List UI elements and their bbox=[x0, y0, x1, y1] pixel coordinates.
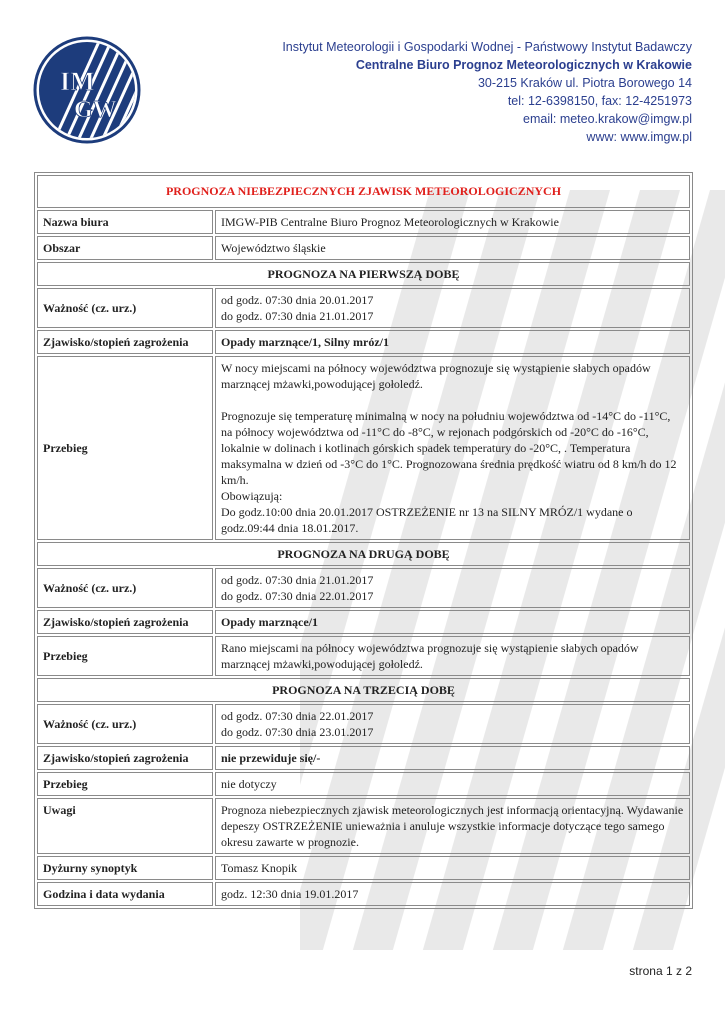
forecast-table bbox=[35, 173, 692, 908]
day1-phenomenon-row bbox=[37, 330, 690, 354]
day3-course-value: nie dotyczy bbox=[215, 772, 690, 796]
issued-label: Godzina i data wydania bbox=[37, 882, 213, 906]
remarks-value: Prognoza niebezpiecznych zjawisk meteorologicznych jest informacją orientacyjną. Wydawanie depeszy OSTRZEŻENIE unieważnia i anuluje wszystkie informacje dotyczące tego samego okresu zawarte w prognozie. bbox=[215, 798, 690, 854]
area-label: Obszar bbox=[37, 236, 213, 260]
office-label: Nazwa biura bbox=[37, 210, 213, 234]
issued-row bbox=[37, 882, 690, 906]
day1-course-value bbox=[215, 356, 690, 540]
day2-phenomenon-label: Zjawisko/stopień zagrożenia bbox=[37, 610, 213, 634]
day2-validity-from: od godz. 07:30 dnia 21.01.2017 bbox=[221, 573, 374, 587]
title-row bbox=[37, 175, 690, 208]
day1-heading: PROGNOZA NA PIERWSZĄ DOBĘ bbox=[37, 262, 690, 286]
day3-heading-row bbox=[37, 678, 690, 702]
day1-course-p1: W nocy miejscami na północy województwa prognozuje się wystąpienie słabych opadów marznącej mżawki,powodującej gołoledź. bbox=[221, 361, 651, 391]
forecaster-value: Tomasz Knopik bbox=[215, 856, 690, 880]
issued-value: godz. 12:30 dnia 19.01.2017 bbox=[215, 882, 690, 906]
day3-phenomenon-value: nie przewiduje się/- bbox=[215, 746, 690, 770]
day3-validity-row bbox=[37, 704, 690, 744]
institute-name: Instytut Meteorologii i Gospodarki Wodnej - Państwowy Instytut Badawczy bbox=[282, 40, 692, 54]
day2-validity-row bbox=[37, 568, 690, 608]
institute-header bbox=[282, 38, 692, 146]
address: 30-215 Kraków ul. Piotra Borowego 14 bbox=[477, 76, 692, 90]
day1-course-p2: Prognozuje się temperaturę minimalną w nocy na południu województwa od -14°C do -11°C, na północy województwa od -11°C do -8°C, w rejonach podgórskich od -20°C do -16°C, lokalnie w dolinach i kotlinach górskich spadek temperatury do -20°C, . Temperatura maksymalna w dzień od -3°C do 1°C. Prognozowana średnia prędkość wiatru od 8 km/h do 12 km/h. bbox=[221, 409, 677, 487]
day2-heading: PROGNOZA NA DRUGĄ DOBĘ bbox=[37, 542, 690, 566]
office-name: Centralne Biuro Prognoz Meteorologicznych w Krakowie bbox=[355, 58, 692, 72]
day3-phenomenon-label: Zjawisko/stopień zagrożenia bbox=[37, 746, 213, 770]
forecast-sheet bbox=[34, 172, 693, 909]
day3-validity-label: Ważność (cz. urz.) bbox=[37, 704, 213, 744]
day1-validity-row bbox=[37, 288, 690, 328]
imgw-logo bbox=[32, 35, 142, 145]
day2-phenomenon-row bbox=[37, 610, 690, 634]
day1-course-p4: Do godz.10:00 dnia 20.01.2017 OSTRZEŻENIE nr 13 na SILNY MRÓZ/1 wydane o godz.09:44 dnia 18.01.2017. bbox=[221, 505, 633, 535]
day2-course-label: Przebieg bbox=[37, 636, 213, 676]
day2-course-value: Rano miejscami na północy województwa prognozuje się wystąpienie słabych opadów marznącej mżawki,powodującej gołoledź. bbox=[215, 636, 690, 676]
website: www: www.imgw.pl bbox=[586, 130, 692, 144]
forecaster-row bbox=[37, 856, 690, 880]
day3-course-row bbox=[37, 772, 690, 796]
day2-course-row bbox=[37, 636, 690, 676]
day1-phenomenon-label: Zjawisko/stopień zagrożenia bbox=[37, 330, 213, 354]
logo-text-bottom: GW bbox=[74, 97, 117, 123]
office-value: IMGW-PIB Centralne Biuro Prognoz Meteorologicznych w Krakowie bbox=[215, 210, 690, 234]
day1-validity-label: Ważność (cz. urz.) bbox=[37, 288, 213, 328]
document-title: PROGNOZA NIEBEZPIECZNYCH ZJAWISK METEOROLOGICZNYCH bbox=[37, 175, 690, 208]
day2-heading-row bbox=[37, 542, 690, 566]
area-row bbox=[37, 236, 690, 260]
day3-heading: PROGNOZA NA TRZECIĄ DOBĘ bbox=[37, 678, 690, 702]
day3-course-label: Przebieg bbox=[37, 772, 213, 796]
day2-phenomenon-value: Opady marznące/1 bbox=[215, 610, 690, 634]
page-number: strona 1 z 2 bbox=[629, 964, 692, 978]
forecaster-label: Dyżurny synoptyk bbox=[37, 856, 213, 880]
area-value: Województwo śląskie bbox=[215, 236, 690, 260]
day3-validity-value bbox=[215, 704, 690, 744]
office-row bbox=[37, 210, 690, 234]
remarks-label: Uwagi bbox=[37, 798, 213, 854]
day2-validity-label: Ważność (cz. urz.) bbox=[37, 568, 213, 608]
day3-validity-to: do godz. 07:30 dnia 23.01.2017 bbox=[221, 725, 374, 739]
day2-validity-value bbox=[215, 568, 690, 608]
day1-heading-row bbox=[37, 262, 690, 286]
day3-phenomenon-row bbox=[37, 746, 690, 770]
day1-course-p3: Obowiązują: bbox=[221, 489, 283, 503]
day1-validity-from: od godz. 07:30 dnia 20.01.2017 bbox=[221, 293, 374, 307]
day1-course-label: Przebieg bbox=[37, 356, 213, 540]
day1-validity-value bbox=[215, 288, 690, 328]
email: email: meteo.krakow@imgw.pl bbox=[523, 112, 692, 126]
day1-course-row bbox=[37, 356, 690, 540]
day1-validity-to: do godz. 07:30 dnia 21.01.2017 bbox=[221, 309, 374, 323]
phone-fax: tel: 12-6398150, fax: 12-4251973 bbox=[507, 94, 692, 108]
day3-validity-from: od godz. 07:30 dnia 22.01.2017 bbox=[221, 709, 374, 723]
day1-phenomenon-value: Opady marznące/1, Silny mróz/1 bbox=[215, 330, 690, 354]
day2-validity-to: do godz. 07:30 dnia 22.01.2017 bbox=[221, 589, 374, 603]
remarks-row bbox=[37, 798, 690, 854]
logo-text-top: IM bbox=[60, 67, 95, 96]
